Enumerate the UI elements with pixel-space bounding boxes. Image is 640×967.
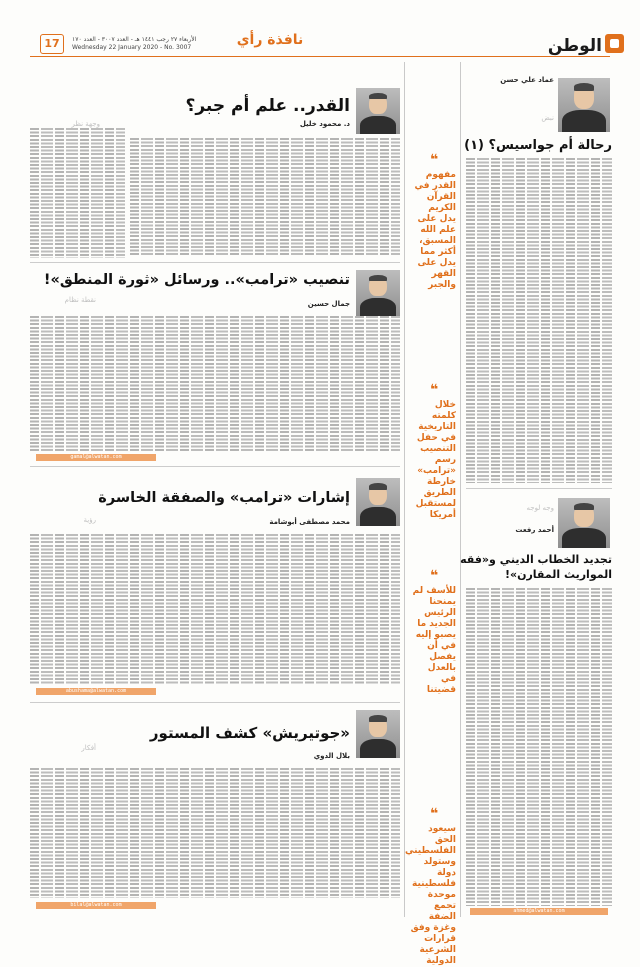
column-divider (460, 62, 461, 917)
author-photo (356, 88, 400, 134)
pull-quote: مفهوم القدر في القرآن الكريم يدل على علم الله المسبق، أكثر مما يدل على القهر والجبر (414, 170, 456, 290)
author-name: محمد مصطفى أبوشامة (269, 518, 350, 526)
article-body (466, 588, 612, 906)
author-name: د. محمود خليل (299, 120, 350, 128)
column-label: رؤية (83, 516, 96, 524)
newspaper-logo: الوطن (547, 36, 602, 56)
quote-mark-icon: ❝ (430, 568, 439, 584)
pull-quote: للأسف لم يمنحنا الرئيس الجديد ما يصبو إليه في أن يفصل بالعدل في قضيتنا (412, 586, 456, 695)
article-divider (30, 702, 400, 703)
author-photo (558, 78, 610, 132)
column-label: نبض (541, 114, 554, 122)
quote-mark-icon: ❝ (430, 382, 439, 398)
article-title[interactable]: تنصيب «ترامب».. ورسائل «ثورة المنطق»! (43, 272, 350, 288)
article-title[interactable]: رحالة أم جواسيس؟ (١) (464, 138, 612, 153)
dateline-arabic: الأربعاء ٢٧ رجب ١٤٤١ هـ - العدد ٣٠٠٧ - العدد ١٧٠ (72, 36, 197, 43)
author-name: عماد علي حسن (500, 76, 554, 84)
article-body (466, 158, 612, 483)
article-title-line2[interactable]: المواريث المقارن»! (504, 568, 612, 581)
logo-mark-icon (605, 34, 624, 53)
article-body (30, 128, 125, 258)
masthead-rule (30, 56, 610, 57)
author-photo (356, 270, 400, 316)
article-title[interactable]: إشارات «ترامب» والصفقة الخاسرة (98, 490, 350, 506)
article-body (30, 316, 400, 451)
article-body (30, 768, 400, 898)
article-divider (30, 262, 400, 263)
author-name: بلال الدوي (313, 752, 350, 760)
column-label: وجه لوجه (526, 504, 554, 512)
section-title: نافذة رأي (236, 32, 304, 48)
author-photo (558, 498, 610, 548)
article-title[interactable]: «جوتيريش» كشف المستور (149, 724, 350, 742)
author-photo (356, 710, 400, 758)
author-email[interactable]: ahmed@alwatan.com (470, 908, 608, 915)
column-label: وجهة نظر (71, 120, 100, 128)
article-divider (30, 466, 400, 467)
column-divider (404, 62, 405, 917)
article-body (130, 138, 400, 256)
author-photo (356, 478, 400, 526)
column-label: أفكار (81, 744, 96, 752)
pull-quote: خلال كلمته التاريخية في حفل التنصيب رسم «ترامب» خارطة الطريق لمستقبل أمريكا (415, 400, 456, 520)
dateline-english: Wednesday 22 January 2020 - No. 3007 (72, 44, 192, 51)
author-email[interactable]: bilal@alwatan.com (36, 902, 156, 909)
dateline (72, 36, 196, 52)
quote-mark-icon: ❝ (430, 806, 439, 822)
article-divider (466, 488, 612, 489)
author-email[interactable]: abushama@alwatan.com (36, 688, 156, 695)
author-name: جمال حسين (307, 300, 350, 308)
page-number: 17 (40, 34, 64, 54)
quote-mark-icon: ❝ (430, 152, 439, 168)
article-title[interactable]: القدر.. علم أم جبر؟ (185, 96, 350, 116)
pull-quote: سيعود الحق الفلسطيني وستولد دولة فلسطينية موحدة تجمع الضفة وغزة وفق قرارات الشرعية الدولية (405, 824, 456, 966)
author-email[interactable]: gamal@alwatan.com (36, 454, 156, 461)
author-name: أحمد رفعت (515, 526, 554, 534)
column-label: نقطة نظام (64, 296, 96, 304)
article-body (30, 534, 400, 684)
article-title-line1[interactable]: تجديد الخطاب الديني و«فقه (460, 553, 612, 566)
